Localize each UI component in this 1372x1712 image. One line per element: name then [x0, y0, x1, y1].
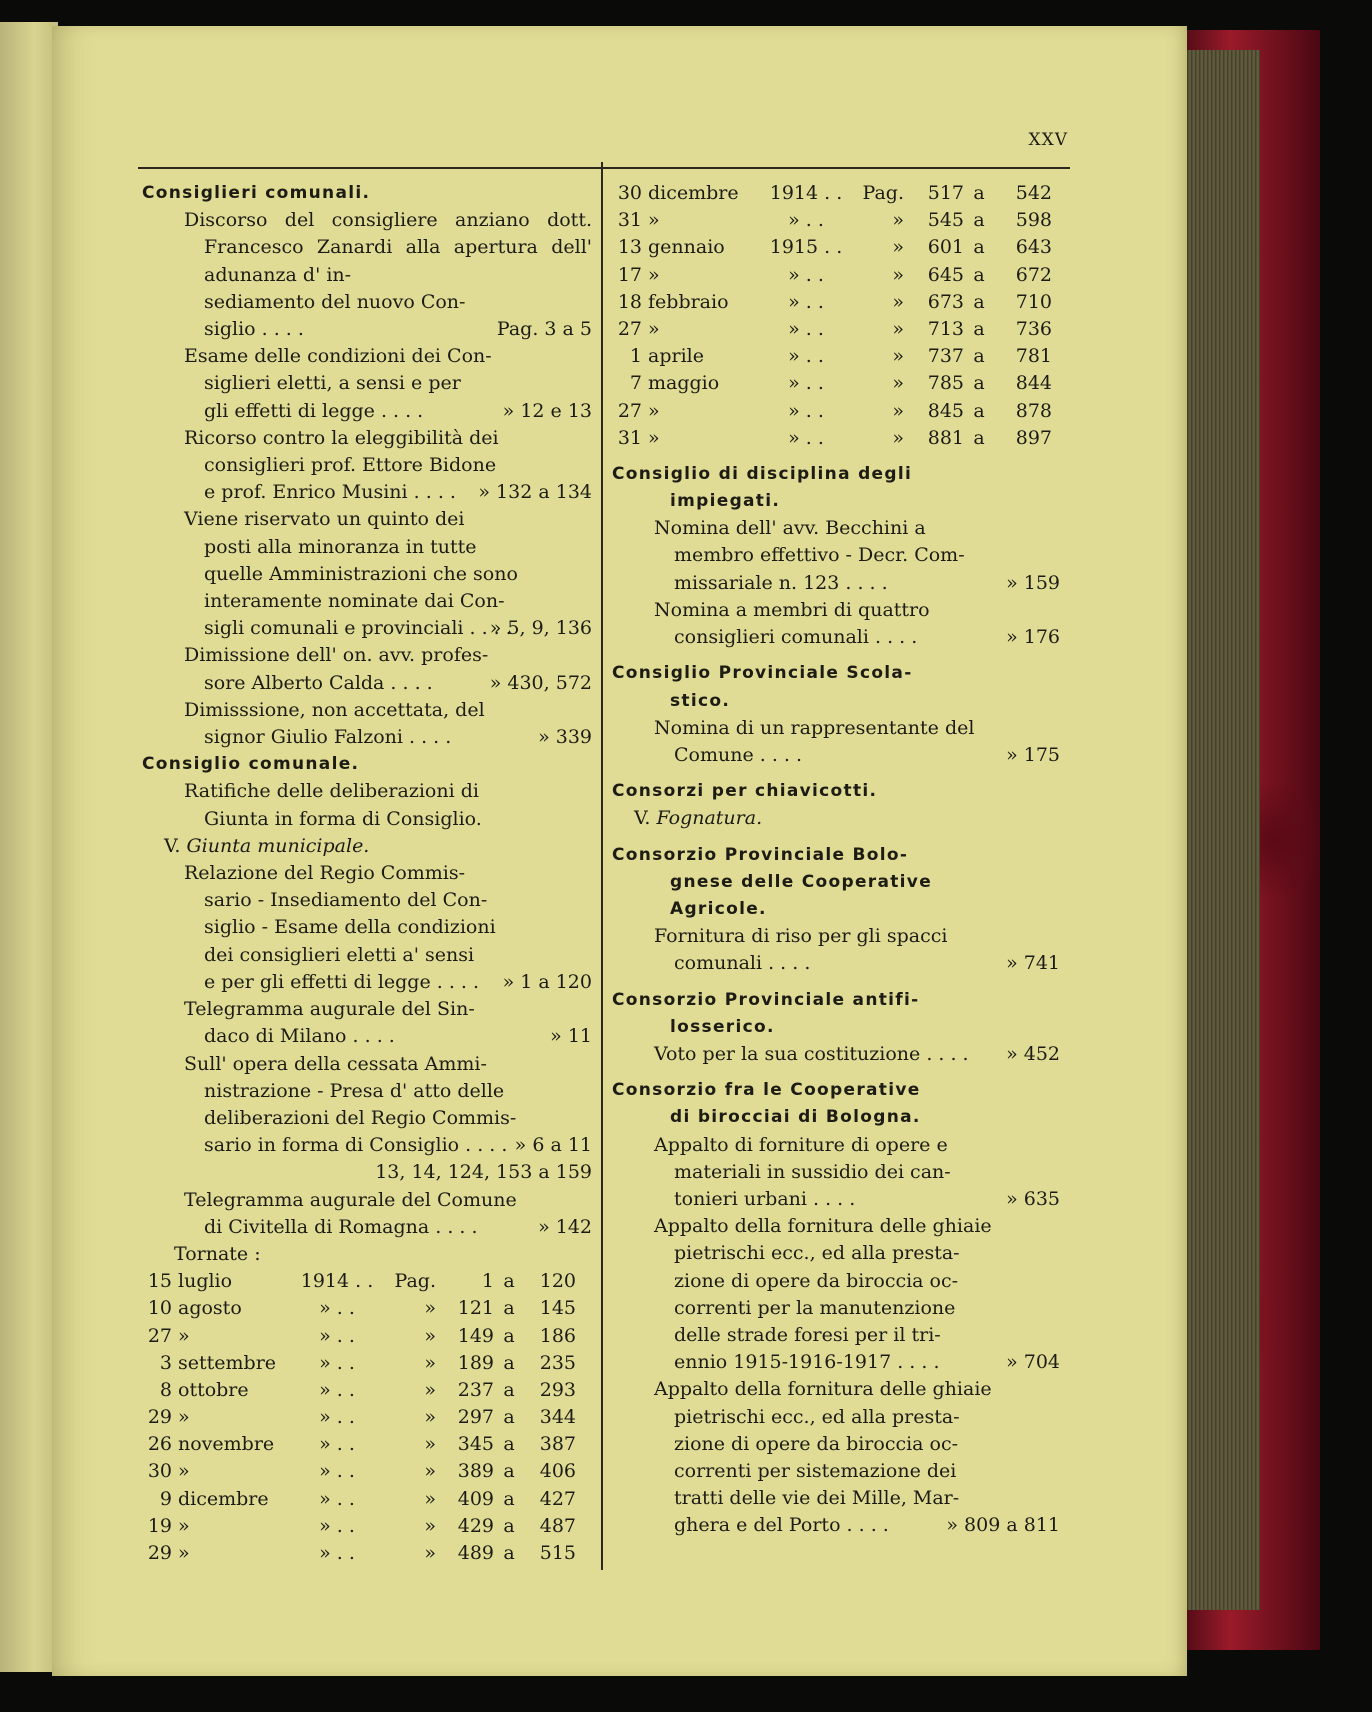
session-month: novembre — [178, 1433, 275, 1456]
session-row — [612, 398, 1060, 425]
index-entry-block — [612, 515, 1060, 597]
index-entry — [142, 343, 592, 425]
session-day: 10 — [147, 1297, 172, 1320]
entry-text: Appalto di forniture di opere e materiali in sussidio dei can- tonieri urbani . . . . — [654, 1133, 951, 1210]
page-reference: » 159 — [1006, 571, 1060, 594]
session-month: » — [178, 1542, 190, 1564]
session-pag: » — [892, 290, 904, 313]
page-reference: » 175 — [1006, 743, 1060, 766]
session-pag: » — [892, 317, 904, 340]
index-entry — [612, 1041, 1060, 1068]
see-also-label: V. — [634, 807, 657, 830]
session-year: » . . — [788, 345, 824, 368]
header-rule — [138, 167, 1070, 169]
session-row — [612, 425, 1060, 452]
session-pag: Pag. — [862, 182, 904, 204]
session-a: a — [503, 1406, 515, 1429]
session-pag: » — [424, 1433, 436, 1456]
session-page-from: 645 — [927, 263, 964, 286]
session-pag: » — [892, 236, 904, 259]
session-page-from: 601 — [927, 236, 964, 259]
session-page-from: 389 — [457, 1460, 494, 1483]
session-row — [142, 1458, 592, 1485]
session-page-to: 878 — [1015, 399, 1052, 422]
session-page-to: 387 — [539, 1433, 576, 1456]
session-page-to: 344 — [539, 1406, 576, 1429]
page-reference: » 809 a 811 — [946, 1514, 1060, 1537]
index-section — [612, 842, 1060, 978]
session-page-from: 237 — [457, 1378, 494, 1401]
session-pag: » — [424, 1514, 436, 1537]
session-pag: » — [892, 263, 904, 286]
session-day: 18 — [617, 290, 642, 313]
session-day: 7 — [629, 372, 642, 395]
session-page-from: 845 — [927, 399, 964, 422]
index-entry-block — [142, 343, 592, 425]
session-month: ottobre — [178, 1378, 249, 1401]
section-heading: Consiglio di disciplina degli impiegati. — [612, 463, 913, 512]
index-entry — [142, 860, 592, 996]
index-entry — [612, 923, 1060, 977]
tornate-label: Tornate : — [174, 1242, 261, 1265]
index-entry-block — [142, 506, 592, 642]
section-heading: Consiglio comunale. — [142, 754, 360, 775]
session-day: 31 — [617, 426, 642, 449]
session-year: » . . — [319, 1542, 355, 1564]
index-entry-block — [612, 1132, 1060, 1214]
session-list — [142, 1268, 592, 1567]
session-year: » . . — [788, 372, 824, 395]
session-page-to: 897 — [1015, 426, 1052, 449]
page-reference-continued: 13, 14, 124, 153 a 159 — [375, 1161, 592, 1184]
session-page-from: 409 — [457, 1487, 494, 1510]
session-row — [142, 1486, 592, 1513]
session-year: » . . — [788, 209, 824, 232]
session-month: agosto — [178, 1297, 242, 1320]
session-day: 29 — [147, 1542, 172, 1564]
page-reference: » 452 — [1006, 1042, 1060, 1065]
index-entry-block — [142, 642, 592, 696]
index-entry-block — [612, 1041, 1060, 1068]
entry-text: Appalto della fornitura delle ghiaie pietrischi ecc., ed alla presta- zione di opere da biroccia oc- correnti per la manutenzione delle strade foresi per il tri- ennio 1915-1916-1917 . . . . — [654, 1215, 992, 1374]
session-month: » — [178, 1514, 190, 1537]
session-month: » — [178, 1406, 190, 1429]
session-row — [142, 1431, 592, 1458]
session-pag: » — [424, 1297, 436, 1320]
session-year: » . . — [319, 1514, 355, 1537]
entry-text: Dimissione dell' on. avv. profes- sore Alberto Calda . . . . — [184, 644, 489, 694]
index-entry-block — [142, 1051, 592, 1187]
session-pag: » — [424, 1460, 436, 1483]
session-page-to: 406 — [539, 1460, 576, 1483]
session-row — [612, 370, 1060, 397]
session-page-from: 297 — [457, 1406, 494, 1429]
index-entry — [612, 515, 1060, 597]
index-entry — [142, 833, 592, 860]
session-a: a — [503, 1433, 515, 1456]
index-entry — [612, 1213, 1060, 1376]
page-reference: » 704 — [1006, 1351, 1060, 1374]
session-row — [612, 343, 1060, 370]
page-reference: » 1 a 120 — [502, 970, 592, 993]
session-year: » . . — [788, 399, 824, 422]
session-month: febbraio — [648, 290, 729, 313]
index-entry — [612, 1376, 1060, 1539]
session-day: 17 — [617, 263, 642, 286]
page-reference: » 132 a 134 — [478, 481, 592, 504]
session-year: » . . — [319, 1460, 355, 1483]
entry-text: Relazione del Regio Commis- sario - Insediamento del Con- siglio - Esame della condizioni dei consiglieri eletti a' sensi e per gli effetti di legge . . . . — [184, 862, 496, 993]
entry-text: Nomina a membri di quattro consiglieri comunali . . . . — [654, 598, 930, 649]
page-reference: » 176 — [1006, 626, 1060, 649]
session-pag: » — [892, 345, 904, 368]
session-a: a — [973, 317, 985, 340]
session-a: a — [503, 1487, 515, 1510]
index-entry — [612, 1132, 1060, 1214]
session-a: a — [973, 345, 985, 368]
page-number: XXV — [1028, 130, 1068, 150]
index-entry-block — [142, 697, 592, 751]
index-entry — [142, 697, 592, 751]
session-pag: » — [424, 1542, 436, 1564]
session-day: 9 — [159, 1487, 172, 1510]
entry-text: Discorso del consigliere anziano dott. Francesco Zanardi alla apertura dell' adunanza d' in- sediamento del nuovo Con- siglio . . . . — [184, 209, 592, 341]
session-page-from: 429 — [457, 1514, 494, 1537]
session-month: » — [178, 1460, 190, 1483]
index-entry — [142, 506, 592, 642]
session-a: a — [503, 1270, 515, 1293]
session-row — [612, 234, 1060, 261]
index-section — [612, 1077, 1060, 1539]
session-month: dicembre — [178, 1487, 269, 1510]
index-section — [612, 461, 1060, 651]
see-also-target: Giunta municipale. — [186, 834, 370, 857]
session-day: 3 — [159, 1351, 172, 1374]
section-heading: Consorzio fra le Cooperative di birocciai di Bologna. — [612, 1080, 921, 1128]
index-entry — [142, 778, 592, 832]
session-page-from: 517 — [927, 182, 964, 204]
page-reference: » 5, 9, 136 — [489, 617, 592, 640]
session-year: » . . — [788, 290, 824, 313]
session-day: 19 — [147, 1514, 172, 1537]
session-row — [142, 1540, 592, 1567]
session-day: 31 — [617, 209, 642, 232]
session-day: 27 — [617, 317, 642, 340]
session-page-to: 427 — [539, 1487, 576, 1510]
session-month: » — [178, 1324, 190, 1347]
session-day: 13 — [617, 236, 642, 259]
session-pag: » — [424, 1324, 436, 1347]
session-page-to: 145 — [539, 1297, 576, 1320]
session-pag: » — [424, 1378, 436, 1401]
section-heading: Consorzio Provinciale Bolo- gnese delle Cooperative Agricole. — [612, 844, 933, 919]
session-year: » . . — [319, 1406, 355, 1429]
index-entry-block — [612, 1376, 1060, 1539]
session-month: luglio — [178, 1270, 233, 1293]
session-day: 29 — [147, 1406, 172, 1429]
session-day: 1 — [629, 345, 642, 368]
session-row — [612, 262, 1060, 289]
index-entry-block — [142, 996, 592, 1050]
session-page-to: 781 — [1015, 345, 1052, 368]
entry-text: Appalto della fornitura delle ghiaie pietrischi ecc., ed alla presta- zione di opere da biroccia oc- correnti per sistemazione dei tratti delle vie dei Mille, Mar- ghera e del Porto . . . . — [654, 1378, 992, 1537]
session-row — [142, 1268, 592, 1295]
session-page-to: 487 — [539, 1514, 576, 1537]
session-year: » . . — [319, 1487, 355, 1510]
entry-text: Sull' opera della cessata Ammi- nistrazione - Presa d' atto delle deliberazioni del Regio Commis- sario in forma di Consiglio . . . . — [184, 1052, 517, 1157]
index-entry-block — [612, 597, 1060, 651]
session-pag: » — [424, 1487, 436, 1510]
entry-text: Dimisssione, non accettata, del signor Giulio Falzoni . . . . — [184, 698, 485, 749]
session-a: a — [973, 399, 985, 422]
entry-text: Voto per la sua costituzione . . . . — [654, 1042, 969, 1065]
section-heading: Consiglio Provinciale Scola- stico. — [612, 663, 913, 711]
session-month: » — [648, 426, 660, 449]
index-entry — [142, 1187, 592, 1241]
left-column — [142, 180, 592, 1567]
session-year: » . . — [319, 1433, 355, 1456]
index-entry-block — [142, 207, 592, 343]
entry-text: Fornitura di riso per gli spacci comunali . . . . — [654, 925, 948, 975]
right-column — [612, 180, 1060, 1540]
session-month: » — [648, 209, 660, 232]
session-page-from: 881 — [927, 426, 964, 449]
entry-text: Nomina dell' avv. Becchini a membro effettivo - Decr. Com- missariale n. 123 . . . . — [654, 517, 965, 594]
session-row — [142, 1350, 592, 1377]
session-a: a — [973, 426, 985, 449]
page-reference: » 142 — [538, 1215, 592, 1238]
session-pag: Pag. — [394, 1270, 436, 1293]
session-a: a — [503, 1542, 515, 1564]
session-day: 8 — [159, 1378, 172, 1401]
session-pag: » — [892, 372, 904, 395]
entry-text: Telegramma augurale del Sin- daco di Milano . . . . — [184, 998, 475, 1048]
session-month: gennaio — [648, 236, 725, 259]
index-entry — [142, 996, 592, 1050]
session-day: 30 — [617, 182, 642, 204]
session-row — [612, 289, 1060, 316]
index-entry — [612, 715, 1060, 769]
index-entry-block — [612, 715, 1060, 769]
session-a: a — [503, 1378, 515, 1401]
index-entry — [142, 1051, 592, 1160]
session-day: 27 — [147, 1324, 172, 1347]
session-year: » . . — [788, 263, 824, 286]
session-a: a — [973, 182, 985, 204]
session-page-to: 186 — [539, 1324, 576, 1347]
session-row — [612, 316, 1060, 343]
session-month: settembre — [178, 1351, 277, 1374]
session-row — [612, 180, 1060, 207]
session-year: 1914 . . — [769, 182, 843, 204]
session-day: 30 — [147, 1460, 172, 1483]
session-page-to: 844 — [1015, 372, 1052, 395]
session-row — [142, 1295, 592, 1322]
index-entry — [612, 805, 1060, 832]
entry-text: Viene riservato un quinto dei posti alla minoranza in tutte quelle Amministrazioni che sono interamente nominate dai Con- sigli comunali e provinciali . . . . — [184, 508, 518, 640]
session-month: aprile — [648, 345, 704, 368]
entry-text: Telegramma augurale del Comune di Civitella di Romagna . . . . — [184, 1188, 517, 1238]
index-entry-block — [142, 425, 592, 507]
section-heading: Consorzi per chiavicotti. — [612, 781, 878, 802]
session-page-from: 1 — [481, 1270, 494, 1293]
session-month: » — [648, 317, 660, 340]
page-reference: » 11 — [550, 1025, 592, 1048]
session-a: a — [973, 209, 985, 232]
section-heading: Consiglieri comunali. — [142, 183, 371, 203]
session-a: a — [503, 1460, 515, 1483]
session-pag: » — [892, 209, 904, 232]
session-day: 15 — [147, 1270, 172, 1293]
column-divider — [601, 162, 603, 1570]
index-section — [142, 180, 592, 751]
session-year: 1915 . . — [769, 236, 843, 259]
entry-text: Ricorso contro la eleggibilità dei consiglieri prof. Ettore Bidone e prof. Enrico Musini . . . . — [184, 426, 499, 504]
index-entry-block — [142, 778, 592, 832]
session-page-to: 120 — [539, 1270, 576, 1293]
session-row — [142, 1513, 592, 1540]
session-year: » . . — [319, 1324, 355, 1347]
session-year: » . . — [319, 1297, 355, 1320]
index-entry-block — [142, 1187, 592, 1241]
session-pag: » — [892, 399, 904, 422]
session-page-to: 542 — [1015, 182, 1052, 204]
session-page-to: 235 — [539, 1351, 576, 1374]
session-pag: » — [424, 1351, 436, 1374]
session-page-from: 149 — [457, 1324, 494, 1347]
index-entry — [142, 425, 592, 507]
index-section — [612, 987, 1060, 1069]
index-section — [612, 660, 1060, 769]
index-section — [142, 751, 592, 1567]
session-page-to: 710 — [1015, 290, 1052, 313]
index-entry — [142, 642, 592, 696]
session-a: a — [503, 1297, 515, 1320]
see-also-label: V. — [164, 834, 187, 857]
session-year: » . . — [319, 1351, 355, 1374]
session-day: 27 — [617, 399, 642, 422]
session-year: » . . — [788, 317, 824, 340]
entry-text: Nomina di un rappresentante del Comune . . . . — [654, 716, 975, 766]
session-year: 1914 . . — [300, 1270, 374, 1293]
page-reference: » 339 — [538, 726, 592, 749]
session-page-to: 293 — [539, 1378, 576, 1401]
session-month: » — [648, 263, 660, 286]
session-a: a — [503, 1514, 515, 1537]
session-page-from: 673 — [927, 290, 964, 313]
index-section — [612, 778, 1060, 832]
entry-text: Esame delle condizioni dei Con- siglieri eletti, a sensi e per gli effetti di legge . . . . — [184, 345, 492, 422]
page-reference: » 12 e 13 — [502, 399, 592, 422]
session-page-from: 489 — [457, 1542, 494, 1564]
session-page-to: 643 — [1015, 236, 1052, 259]
session-page-to: 598 — [1015, 209, 1052, 232]
index-entry-block — [612, 1213, 1060, 1376]
session-page-to: 736 — [1015, 317, 1052, 340]
page-reference: » 430, 572 — [489, 671, 592, 694]
session-pag: » — [892, 426, 904, 449]
session-a: a — [973, 263, 985, 286]
see-also-target: Fognatura. — [656, 807, 763, 830]
index-entry-block — [612, 923, 1060, 977]
session-a: a — [503, 1324, 515, 1347]
session-month: maggio — [648, 372, 720, 395]
session-page-to: 515 — [539, 1542, 576, 1564]
session-a: a — [503, 1351, 515, 1374]
entry-text: Ratifiche delle deliberazioni di Giunta in forma di Consiglio. — [184, 780, 482, 830]
previous-page-edge — [0, 22, 58, 1672]
session-page-from: 737 — [927, 345, 964, 368]
session-page-from: 189 — [457, 1351, 494, 1374]
session-page-from: 713 — [927, 317, 964, 340]
index-entry — [142, 207, 592, 343]
session-page-from: 121 — [457, 1297, 494, 1320]
session-page-to: 672 — [1015, 263, 1052, 286]
session-row — [142, 1404, 592, 1431]
index-entry — [612, 597, 1060, 651]
session-year: » . . — [788, 426, 824, 449]
session-month: » — [648, 399, 660, 422]
section-heading: Consorzio Provinciale antifi- losserico. — [612, 989, 920, 1037]
session-month: dicembre — [648, 182, 739, 204]
session-a: a — [973, 372, 985, 395]
session-day: 26 — [147, 1433, 172, 1456]
page-reference: » 635 — [1006, 1187, 1060, 1210]
page-reference: » 741 — [1006, 952, 1060, 975]
session-page-from: 545 — [927, 209, 964, 232]
index-entry-block — [142, 860, 592, 996]
session-row — [142, 1323, 592, 1350]
session-a: a — [973, 290, 985, 313]
page-reference: » 6 a 11 — [514, 1134, 592, 1157]
page-reference: Pag. 3 a 5 — [496, 318, 592, 341]
session-page-from: 345 — [457, 1433, 494, 1456]
session-row — [142, 1377, 592, 1404]
session-page-from: 785 — [927, 372, 964, 395]
session-list — [612, 180, 1060, 452]
session-pag: » — [424, 1406, 436, 1429]
session-a: a — [973, 236, 985, 259]
session-row — [612, 207, 1060, 234]
session-year: » . . — [319, 1378, 355, 1401]
